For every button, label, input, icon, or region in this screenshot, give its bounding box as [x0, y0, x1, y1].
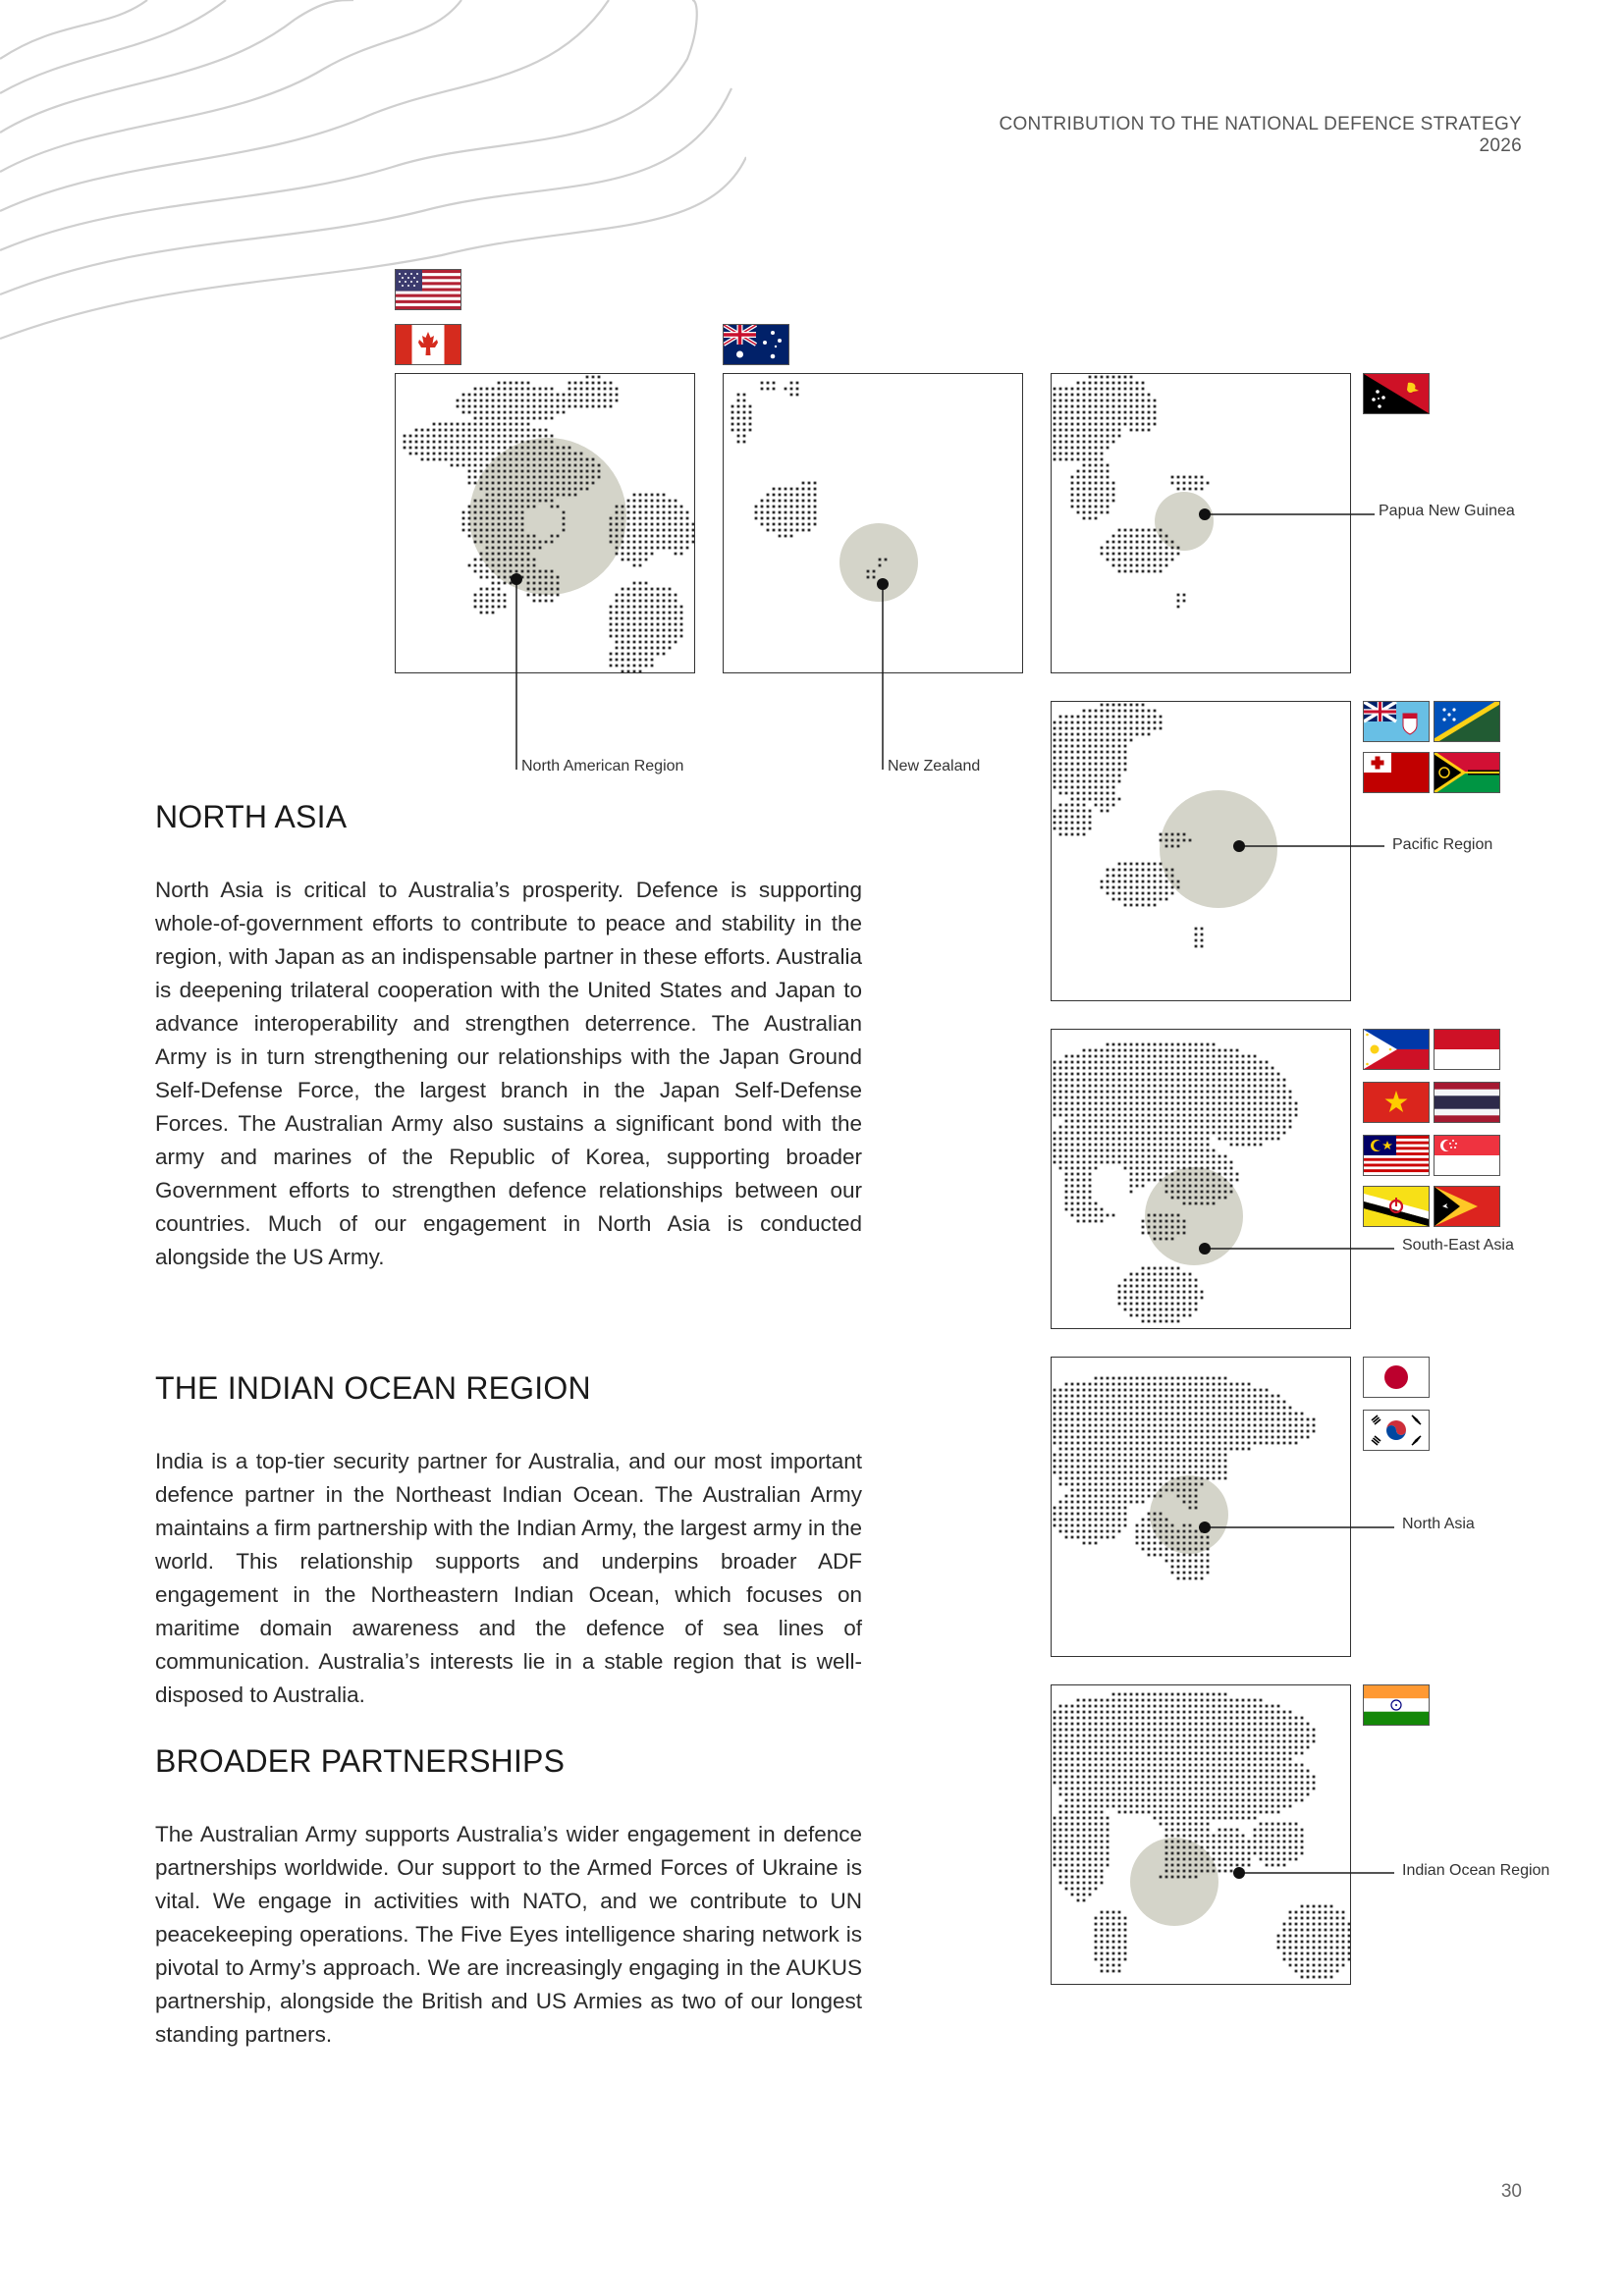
japan-flag-icon [1363, 1357, 1430, 1398]
new-zealand-label: New Zealand [888, 758, 981, 774]
united-states-flag-icon [395, 269, 461, 310]
broader-partnerships-heading: BROADER PARTNERSHIPS [155, 1743, 566, 1779]
north-asia-heading: NORTH ASIA [155, 799, 348, 834]
vanuatu-flag-icon [1434, 752, 1500, 793]
philippines-flag-icon [1363, 1029, 1430, 1070]
solomon-islands-flag-icon [1434, 701, 1500, 742]
brunei-flag-icon [1363, 1186, 1430, 1227]
south-east-asia-map [1051, 1029, 1351, 1329]
north-asia-label: North Asia [1402, 1516, 1475, 1532]
malaysia-flag-icon [1363, 1135, 1430, 1176]
papua-new-guinea-map [1051, 373, 1351, 673]
tonga-flag-icon [1363, 752, 1430, 793]
page-number: 30 [1500, 2181, 1522, 2202]
indian-ocean-map [1051, 1684, 1351, 1985]
north-america-map [395, 373, 695, 673]
papua-new-guinea-flag-icon [1363, 373, 1430, 414]
australia-flag-icon [723, 324, 789, 365]
indonesia-flag-icon [1434, 1029, 1500, 1070]
north-asia-body: North Asia is critical to Australia’s prosperity. Defence is supporting whole-of-government efforts to contribute to peace and stability in the region, with Japan as an indispensable partner in these efforts. Australia is deepening trilateral cooperation with the United States and Japan to advance interoperability and strengthen deterrence. The Australian Army is in turn strengthening our relationships with the Japan Ground Self-Defense Force, the largest branch in the Japan Self-Defense Forces. The Australian Army also sustains a significant bond with the army and marines of the Republic of Korea, supporting broader Government efforts to strengthen defence relationships between our countries. Much of our engagement in North Asia is conducted alongside the US Army. [155, 878, 862, 1269]
north-asia-map [1051, 1357, 1351, 1657]
new-zealand-map [723, 373, 1023, 673]
topographic-decoration [0, 0, 746, 412]
papua-new-guinea-label: Papua New Guinea [1379, 503, 1515, 519]
indian-ocean-label: Indian Ocean Region [1402, 1862, 1550, 1879]
north-america-label: North American Region [521, 758, 684, 774]
canada-flag-icon [395, 324, 461, 365]
indian-ocean-heading: THE INDIAN OCEAN REGION [155, 1370, 591, 1406]
running-head: CONTRIBUTION TO THE NATIONAL DEFENCE STRATEGY 2026 [999, 114, 1522, 156]
broader-partnerships-body: The Australian Army supports Australia’s wider engagement in defence partnerships worldwide. Our support to the Armed Forces of Ukraine is vital. We engage in activities with NATO, and we contribute to UN peacekeeping operations. The Five Eyes intelligence sharing network is pivotal to Army’s approach. We are increasingly engaging in the AUKUS partnership, alongside the British and US Armies as two of our longest standing partners. [155, 1822, 862, 2047]
pacific-region-map [1051, 701, 1351, 1001]
south-east-asia-label: South-East Asia [1402, 1237, 1514, 1254]
south-korea-flag-icon [1363, 1410, 1430, 1451]
fiji-flag-icon [1363, 701, 1430, 742]
vietnam-flag-icon [1363, 1082, 1430, 1123]
thailand-flag-icon [1434, 1082, 1500, 1123]
timor-leste-flag-icon [1434, 1186, 1500, 1227]
pacific-label: Pacific Region [1392, 836, 1493, 853]
indian-ocean-body: India is a top-tier security partner for Australia, and our most important defence partner in the Northeast Indian Ocean. The Australian Army maintains a firm partnership with the Indian Army, the largest army in the world. This relationship supports and underpins broader ADF engagement in the Northeastern Indian Ocean, which focuses on maritime domain awareness and the defence of sea lines of communication. Australia’s interests lie in a stable region that is well-disposed to Australia. [155, 1449, 862, 1707]
india-flag-icon [1363, 1684, 1430, 1726]
singapore-flag-icon [1434, 1135, 1500, 1176]
